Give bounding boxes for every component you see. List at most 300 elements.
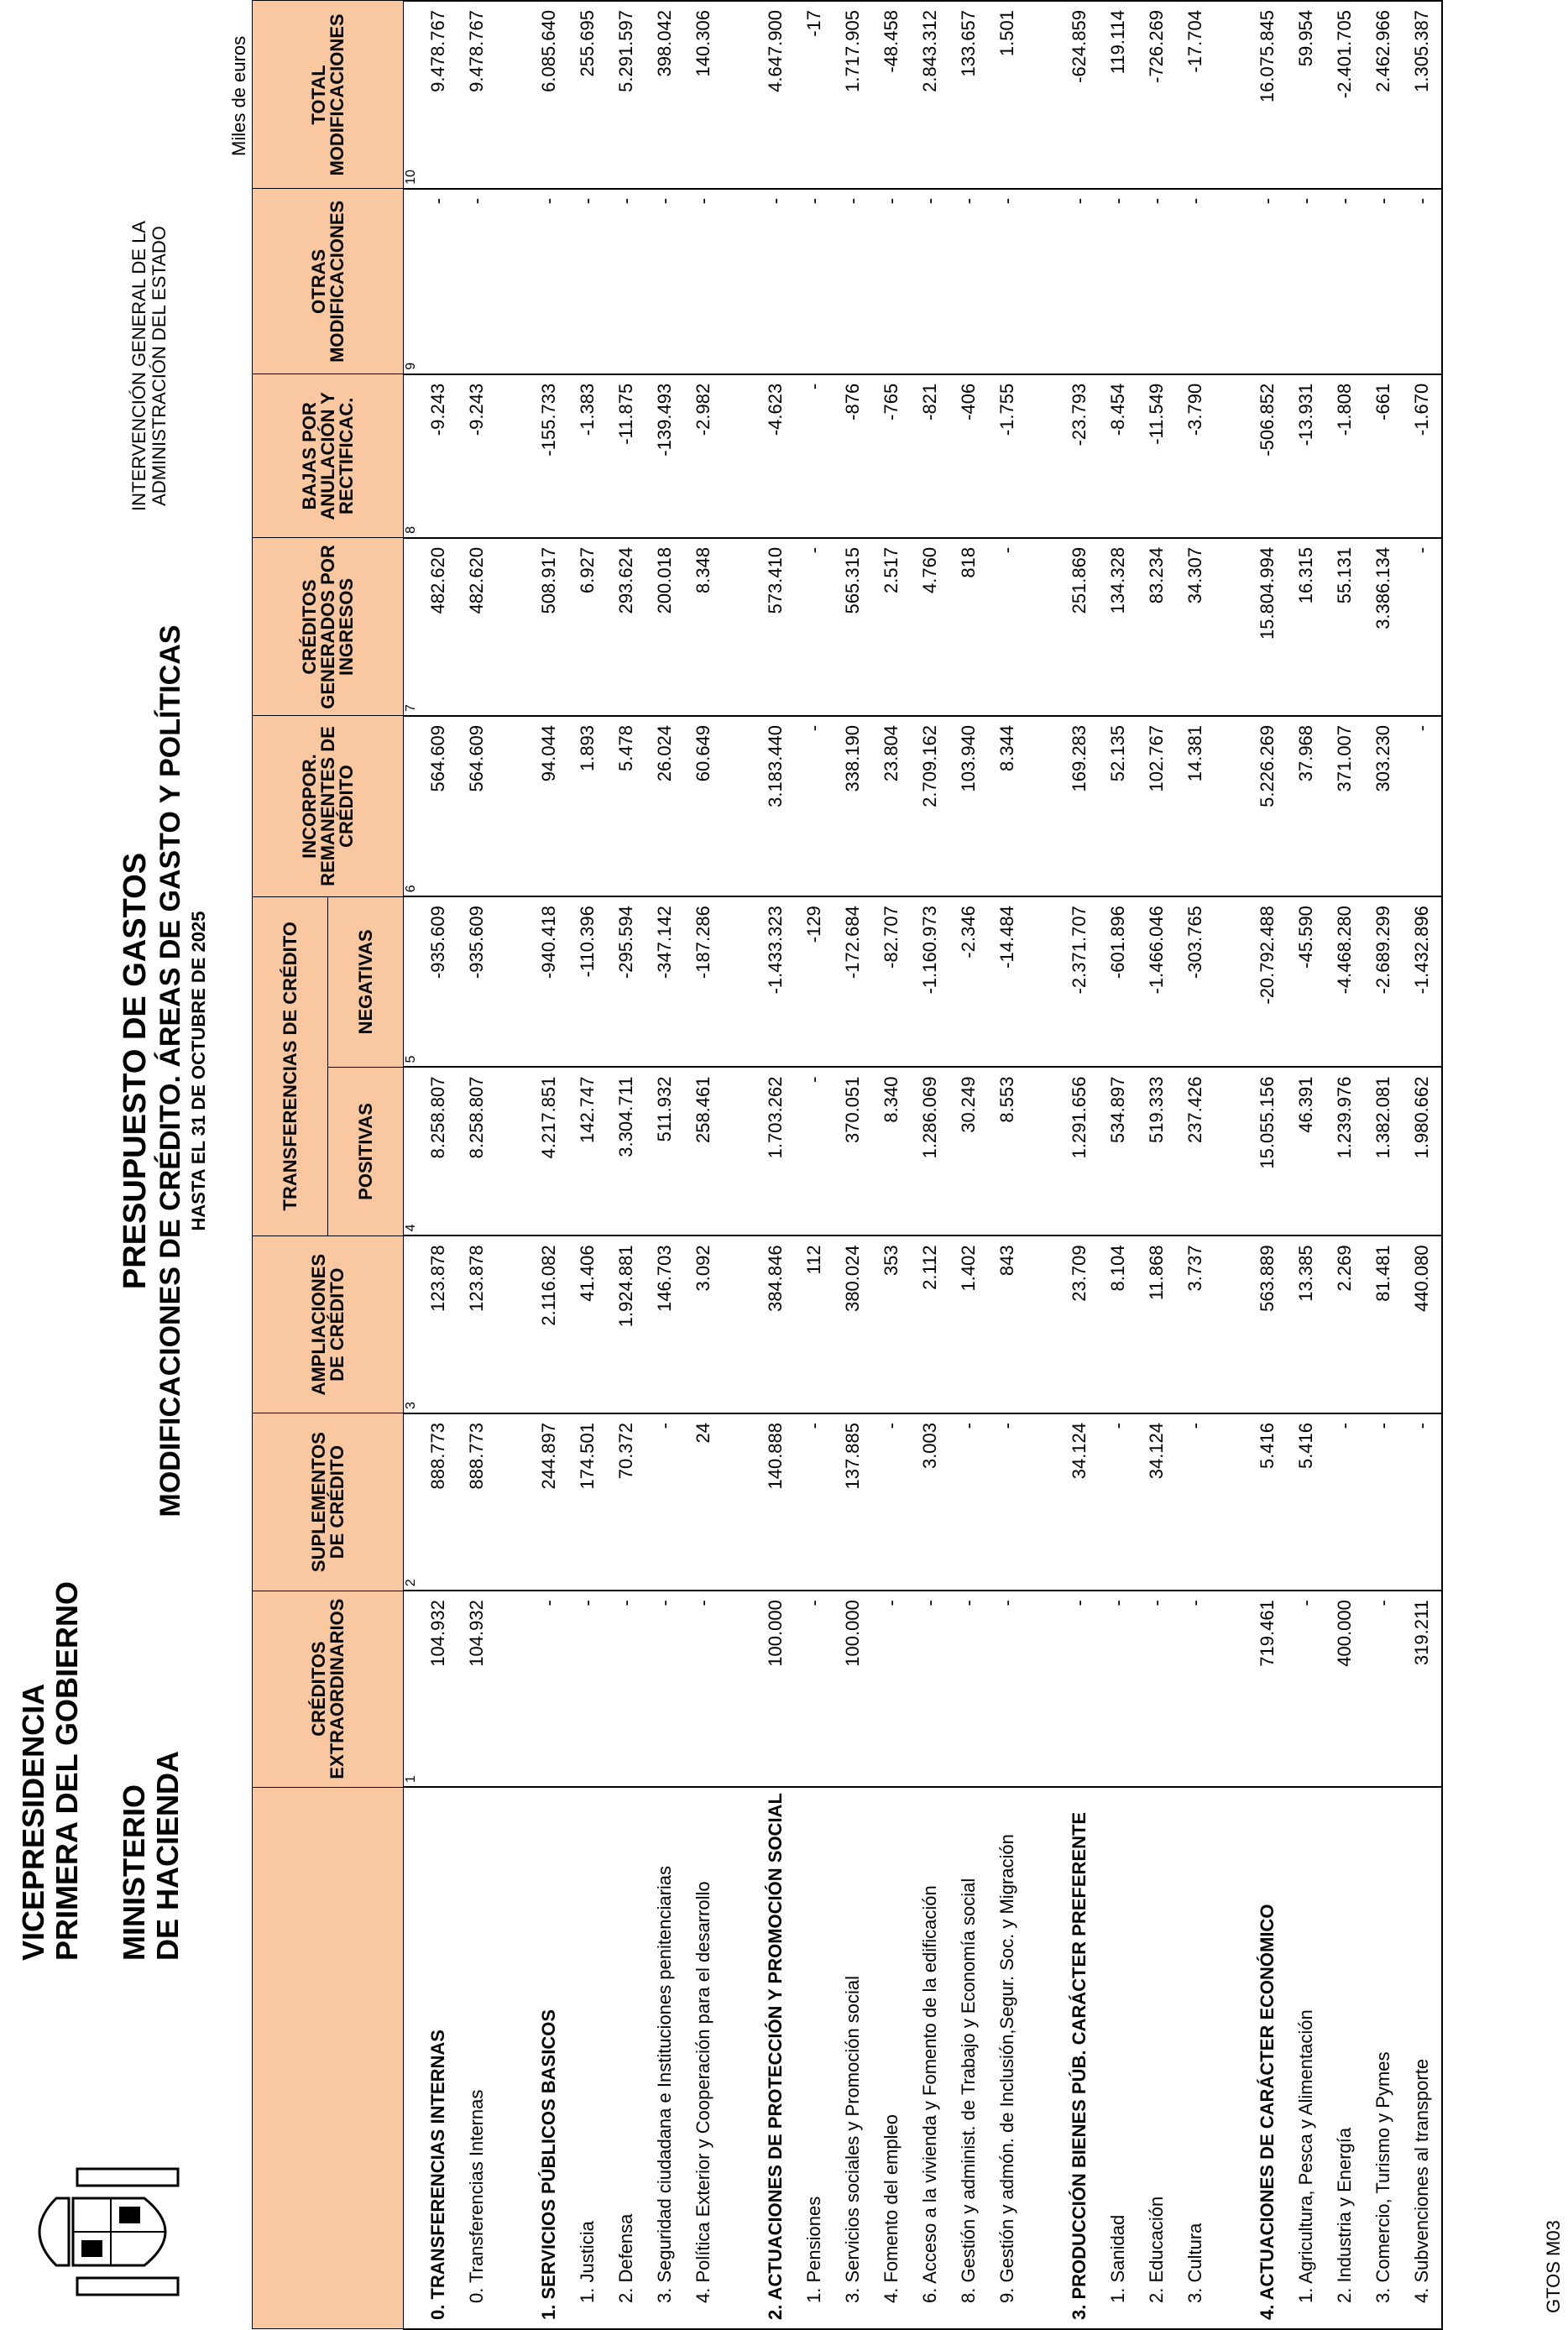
value-cell: 519.333 — [1137, 1068, 1176, 1236]
table-body — [404, 1, 1443, 2329]
value-cell: - — [988, 1591, 1027, 1787]
table-row — [834, 1, 872, 2329]
table-row — [607, 1, 645, 2329]
header-c6: INCORPOR. REMANENTES DE CRÉDITO — [253, 716, 404, 896]
value-cell: 4.217.851 — [530, 1068, 568, 1236]
value-cell: - — [1248, 189, 1287, 374]
value-cell: -2.371.707 — [1060, 896, 1099, 1067]
value-cell: -110.396 — [568, 896, 607, 1067]
value-cell: 380.024 — [834, 1236, 872, 1413]
row-label: 3. Cultura — [1176, 1787, 1215, 2329]
value-cell: -8.454 — [1099, 374, 1137, 538]
column-number: 3 — [404, 1236, 420, 1413]
value-cell: 23.804 — [872, 716, 911, 896]
value-cell: 112 — [795, 1236, 834, 1413]
value-cell: 5.291.597 — [607, 1, 645, 189]
value-cell: - — [1287, 1591, 1325, 1787]
value-cell: -726.269 — [1137, 1, 1176, 189]
value-cell: -129 — [795, 896, 834, 1067]
column-number: 7 — [404, 538, 420, 716]
value-cell: - — [645, 1591, 684, 1787]
value-cell: 100.000 — [834, 1591, 872, 1787]
value-cell: 564.609 — [419, 716, 457, 896]
value-cell: 5.416 — [1248, 1413, 1287, 1591]
value-cell: 719.461 — [1248, 1591, 1287, 1787]
value-cell: -23.793 — [1060, 374, 1099, 538]
spacer-cell — [496, 1413, 530, 1591]
value-cell: - — [645, 1413, 684, 1591]
spacer-cell — [1215, 1591, 1248, 1787]
value-cell: -1.808 — [1325, 374, 1364, 538]
value-cell: -295.594 — [607, 896, 645, 1067]
value-cell: -624.859 — [1060, 1, 1099, 189]
spacer-cell — [723, 1413, 756, 1591]
value-cell: - — [1176, 1413, 1215, 1591]
value-cell: 15.804.994 — [1248, 538, 1287, 716]
value-cell: 3.304.711 — [607, 1068, 645, 1236]
value-cell: 338.190 — [834, 716, 872, 896]
value-cell: - — [1403, 1413, 1442, 1591]
value-cell: - — [1325, 1413, 1364, 1591]
spacer-cell — [1215, 538, 1248, 716]
value-cell: 258.461 — [684, 1068, 723, 1236]
value-cell: 3.003 — [911, 1413, 949, 1591]
value-cell: 41.406 — [568, 1236, 607, 1413]
value-cell: -2.401.705 — [1325, 1, 1364, 189]
value-cell: 3.737 — [1176, 1236, 1215, 1413]
value-cell: 400.000 — [1325, 1591, 1364, 1787]
value-cell: -9.243 — [419, 374, 457, 538]
footer-code: GTOS M03 — [1543, 2220, 1564, 2313]
value-cell: -1.670 — [1403, 374, 1442, 538]
spacer-cell — [1027, 716, 1060, 896]
value-cell: - — [645, 189, 684, 374]
value-cell: - — [988, 189, 1027, 374]
value-cell: - — [607, 189, 645, 374]
spacer-cell — [496, 1, 530, 189]
table-row — [1325, 1, 1364, 2329]
value-cell: 8.104 — [1099, 1236, 1137, 1413]
value-cell: - — [1060, 1591, 1099, 1787]
table-row — [1364, 1, 1403, 2329]
value-cell: -4.623 — [756, 374, 795, 538]
value-cell: 1.382.081 — [1364, 1068, 1403, 1236]
value-cell: -11.875 — [607, 374, 645, 538]
value-cell: 482.620 — [419, 538, 457, 716]
value-cell: 384.846 — [756, 1236, 795, 1413]
spacer-cell — [723, 1068, 756, 1236]
value-cell: -1.433.323 — [756, 896, 795, 1067]
row-label: 2. Educación — [1137, 1787, 1176, 2329]
value-cell: - — [457, 189, 496, 374]
column-number-blank — [404, 1787, 420, 2329]
value-cell: -2.982 — [684, 374, 723, 538]
table-row — [1137, 1, 1176, 2329]
value-cell: - — [949, 1591, 988, 1787]
spacer-cell — [723, 1787, 756, 2329]
header-c2: SUPLEMENTOS DE CRÉDITO — [253, 1413, 404, 1591]
value-cell: - — [1060, 189, 1099, 374]
value-cell: 2.843.312 — [911, 1, 949, 189]
row-label: 2. ACTUACIONES DE PROTECCIÓN Y PROMOCIÓN SOCIAL — [756, 1787, 795, 2329]
value-cell: 123.878 — [457, 1236, 496, 1413]
table-group-row — [1060, 1, 1099, 2329]
spacer-cell — [1027, 1236, 1060, 1413]
value-cell: 319.211 — [1403, 1591, 1442, 1787]
value-cell: - — [1176, 1591, 1215, 1787]
header-c1: CRÉDITOS EXTRAORDINARIOS — [253, 1591, 404, 1787]
value-cell: 573.410 — [756, 538, 795, 716]
value-cell: 8.340 — [872, 1068, 911, 1236]
value-cell: - — [756, 189, 795, 374]
value-cell: -661 — [1364, 374, 1403, 538]
spacer-cell — [1215, 716, 1248, 896]
spacer-cell — [1027, 1591, 1060, 1787]
page-header — [0, 0, 252, 2330]
value-cell: 2.517 — [872, 538, 911, 716]
value-cell: 398.042 — [645, 1, 684, 189]
value-cell: -935.609 — [457, 896, 496, 1067]
table-group-row — [419, 1, 457, 2329]
spacer-cell — [1215, 1, 1248, 189]
value-cell: 14.381 — [1176, 716, 1215, 896]
value-cell: 55.131 — [1325, 538, 1364, 716]
value-cell: 5.226.269 — [1248, 716, 1287, 896]
value-cell: 16.075.845 — [1248, 1, 1287, 189]
row-label: 3. Comercio, Turismo y Pymes — [1364, 1787, 1403, 2329]
value-cell: -506.852 — [1248, 374, 1287, 538]
value-cell: - — [795, 189, 834, 374]
value-cell: -765 — [872, 374, 911, 538]
value-cell: - — [530, 189, 568, 374]
table-group-row — [530, 1, 568, 2329]
spacer-cell — [1215, 1787, 1248, 2329]
value-cell: -406 — [949, 374, 988, 538]
value-cell: 59.954 — [1287, 1, 1325, 189]
value-cell: 508.917 — [530, 538, 568, 716]
value-cell: - — [872, 1591, 911, 1787]
value-cell: 4.760 — [911, 538, 949, 716]
table-row — [1403, 1, 1442, 2329]
value-cell: 9.478.767 — [419, 1, 457, 189]
value-cell: -20.792.488 — [1248, 896, 1287, 1067]
row-label: 9. Gestión y admón. de Inclusión,Segur. Soc. y Migración — [988, 1787, 1027, 2329]
value-cell: 303.230 — [1364, 716, 1403, 896]
header-transfers: TRANSFERENCIAS DE CRÉDITO — [253, 896, 328, 1236]
spacer-cell — [1027, 374, 1060, 538]
column-number: 6 — [404, 716, 420, 896]
value-cell: 140.888 — [756, 1413, 795, 1591]
value-cell: 60.649 — [684, 716, 723, 896]
spacer-cell — [1215, 896, 1248, 1067]
value-cell: 1.924.881 — [607, 1236, 645, 1413]
value-cell: 563.889 — [1248, 1236, 1287, 1413]
table-row — [1176, 1, 1215, 2329]
spacer-cell — [1215, 1236, 1248, 1413]
spacer-cell — [1027, 538, 1060, 716]
igae-label: INTERVENCIÓN GENERAL DE LA ADMINISTRACIÓN DEL ESTADO — [128, 221, 170, 511]
table-row — [911, 1, 949, 2329]
row-label: 3. Seguridad ciudadana e Instituciones penitenciarias — [645, 1787, 684, 2329]
value-cell: -82.707 — [872, 896, 911, 1067]
value-cell: 134.328 — [1099, 538, 1137, 716]
value-cell: 140.306 — [684, 1, 723, 189]
table-row — [684, 1, 723, 2329]
header-c5: NEGATIVAS — [328, 896, 404, 1067]
value-cell: 8.258.807 — [419, 1068, 457, 1236]
value-cell: - — [1403, 538, 1442, 716]
value-cell: 818 — [949, 538, 988, 716]
row-label: 6. Acceso a la vivienda y Fomento de la edificación — [911, 1787, 949, 2329]
value-cell: 34.307 — [1176, 538, 1215, 716]
row-label: 4. ACTUACIONES DE CARÁCTER ECONÓMICO — [1248, 1787, 1287, 2329]
value-cell: 1.501 — [988, 1, 1027, 189]
table-row — [1287, 1, 1325, 2329]
value-cell: - — [795, 1068, 834, 1236]
value-cell: - — [607, 1591, 645, 1787]
value-cell: 83.234 — [1137, 538, 1176, 716]
row-label: 3. PRODUCCIÓN BIENES PÚB. CARÁCTER PREFERENTE — [1060, 1787, 1099, 2329]
spacer-cell — [1027, 896, 1060, 1067]
value-cell: 52.135 — [1099, 716, 1137, 896]
value-cell: - — [1099, 189, 1137, 374]
value-cell: 1.239.976 — [1325, 1068, 1364, 1236]
value-cell: 8.258.807 — [457, 1068, 496, 1236]
row-label: 4. Política Exterior y Cooperación para el desarrollo — [684, 1787, 723, 2329]
value-cell: - — [949, 189, 988, 374]
value-cell: 4.647.900 — [756, 1, 795, 189]
value-cell: - — [1364, 1591, 1403, 1787]
value-cell: - — [1287, 189, 1325, 374]
row-label: 3. Servicios sociales y Promoción social — [834, 1787, 872, 2329]
value-cell: 2.116.082 — [530, 1236, 568, 1413]
value-cell: - — [872, 189, 911, 374]
value-cell: - — [872, 1413, 911, 1591]
value-cell: - — [795, 374, 834, 538]
row-label: 1. SERVICIOS PÚBLICOS BASICOS — [530, 1787, 568, 2329]
value-cell: - — [795, 538, 834, 716]
value-cell: 200.018 — [645, 538, 684, 716]
value-cell: -11.549 — [1137, 374, 1176, 538]
value-cell: -876 — [834, 374, 872, 538]
spacer-cell — [496, 896, 530, 1067]
spacer-cell — [723, 896, 756, 1067]
row-label: 1. Pensiones — [795, 1787, 834, 2329]
header-blank — [253, 1787, 404, 2329]
value-cell: 1.703.262 — [756, 1068, 795, 1236]
row-label: 0. TRANSFERENCIAS INTERNAS — [419, 1787, 457, 2329]
value-cell: 70.372 — [607, 1413, 645, 1591]
spacer-cell — [1027, 1068, 1060, 1236]
spacer-cell — [723, 716, 756, 896]
spacer-cell — [1027, 1413, 1060, 1591]
value-cell: 34.124 — [1137, 1413, 1176, 1591]
table-row — [795, 1, 834, 2329]
table-row — [949, 1, 988, 2329]
value-cell: -9.243 — [457, 374, 496, 538]
spacer-cell — [723, 374, 756, 538]
value-cell: - — [568, 1591, 607, 1787]
value-cell: 8.344 — [988, 716, 1027, 896]
spacer-cell — [496, 1236, 530, 1413]
value-cell: 888.773 — [419, 1413, 457, 1591]
value-cell: -13.931 — [1287, 374, 1325, 538]
value-cell: 15.055.156 — [1248, 1068, 1287, 1236]
value-cell: 30.249 — [949, 1068, 988, 1236]
column-number: 1 — [404, 1591, 420, 1787]
table-row — [645, 1, 684, 2329]
value-cell: 2.709.162 — [911, 716, 949, 896]
value-cell: -4.468.280 — [1325, 896, 1364, 1067]
value-cell: 353 — [872, 1236, 911, 1413]
value-cell: 137.885 — [834, 1413, 872, 1591]
spacer-cell — [496, 374, 530, 538]
value-cell: -1.432.896 — [1403, 896, 1442, 1067]
value-cell: - — [1099, 1591, 1137, 1787]
column-number: 5 — [404, 896, 420, 1067]
value-cell: 6.085.640 — [530, 1, 568, 189]
value-cell: 174.501 — [568, 1413, 607, 1591]
page-subtitle: MODIFICACIONES DE CRÉDITO. ÁREAS DE GASTO Y POLÍTICAS — [154, 624, 186, 1518]
value-cell: 146.703 — [645, 1236, 684, 1413]
value-cell: -48.458 — [872, 1, 911, 189]
spacer-cell — [496, 1787, 530, 2329]
header-c7: CRÉDITOS GENERADOS POR INGRESOS — [253, 538, 404, 716]
value-cell: - — [1364, 189, 1403, 374]
value-cell: - — [1364, 1413, 1403, 1591]
value-cell: -2.689.299 — [1364, 896, 1403, 1067]
value-cell: -187.286 — [684, 896, 723, 1067]
value-cell: - — [1403, 189, 1442, 374]
value-cell: - — [949, 1413, 988, 1591]
row-label: 2. Industria y Energía — [1325, 1787, 1364, 2329]
value-cell: 103.940 — [949, 716, 988, 896]
spacer-cell — [723, 1236, 756, 1413]
value-cell: 3.183.440 — [756, 716, 795, 896]
value-cell: -155.733 — [530, 374, 568, 538]
value-cell: - — [1137, 189, 1176, 374]
value-cell: 564.609 — [457, 716, 496, 896]
value-cell: 26.024 — [645, 716, 684, 896]
value-cell: 251.869 — [1060, 538, 1099, 716]
value-cell: -3.790 — [1176, 374, 1215, 538]
value-cell: - — [911, 189, 949, 374]
value-cell: 511.932 — [645, 1068, 684, 1236]
value-cell: 482.620 — [457, 538, 496, 716]
value-cell: - — [684, 189, 723, 374]
value-cell: 2.462.966 — [1364, 1, 1403, 189]
units-label: Miles de euros — [228, 35, 249, 156]
table-row — [1099, 1, 1137, 2329]
value-cell: 1.980.662 — [1403, 1068, 1442, 1236]
row-label: 0. Transferencias Internas — [457, 1787, 496, 2329]
value-cell: 133.657 — [949, 1, 988, 189]
value-cell: 440.080 — [1403, 1236, 1442, 1413]
value-cell: 94.044 — [530, 716, 568, 896]
page-title: PRESUPUESTO DE GASTOS — [118, 852, 153, 1290]
value-cell: - — [419, 189, 457, 374]
spacer-cell — [496, 1068, 530, 1236]
row-label: 2. Defensa — [607, 1787, 645, 2329]
value-cell: - — [684, 1591, 723, 1787]
value-cell: -14.484 — [988, 896, 1027, 1067]
row-label: 1. Agricultura, Pesca y Alimentación — [1287, 1787, 1325, 2329]
spacer-cell — [723, 1591, 756, 1787]
row-label: 1. Sanidad — [1099, 1787, 1137, 2329]
value-cell: - — [1176, 189, 1215, 374]
spacer-row — [496, 1, 530, 2329]
header-c3: AMPLIACIONES DE CRÉDITO — [253, 1236, 404, 1413]
column-number: 4 — [404, 1068, 420, 1236]
value-cell: -1.466.046 — [1137, 896, 1176, 1067]
column-number: 2 — [404, 1413, 420, 1591]
header-c10: TOTAL MODIFICACIONES — [253, 1, 404, 189]
spacer-cell — [1215, 374, 1248, 538]
spacer-cell — [496, 538, 530, 716]
value-cell: 1.286.069 — [911, 1068, 949, 1236]
spacer-row — [1027, 1, 1060, 2329]
value-cell: 16.315 — [1287, 538, 1325, 716]
value-cell: 293.624 — [607, 538, 645, 716]
value-cell: -303.765 — [1176, 896, 1215, 1067]
value-cell: - — [1137, 1591, 1176, 1787]
value-cell: 23.709 — [1060, 1236, 1099, 1413]
value-cell: 9.478.767 — [457, 1, 496, 189]
spacer-cell — [723, 1, 756, 189]
value-cell: 104.932 — [457, 1591, 496, 1787]
value-cell: 244.897 — [530, 1413, 568, 1591]
value-cell: 1.291.656 — [1060, 1068, 1099, 1236]
value-cell: - — [911, 1591, 949, 1787]
value-cell: 37.968 — [1287, 716, 1325, 896]
value-cell: -821 — [911, 374, 949, 538]
value-cell: - — [834, 189, 872, 374]
value-cell: 46.391 — [1287, 1068, 1325, 1236]
value-cell: 102.767 — [1137, 716, 1176, 896]
header-c9: OTRAS MODIFICACIONES — [253, 189, 404, 374]
column-number-row — [404, 1, 420, 2329]
value-cell: - — [1325, 189, 1364, 374]
header-c4: POSITIVAS — [328, 1068, 404, 1236]
spacer-cell — [1215, 189, 1248, 374]
value-cell: 11.868 — [1137, 1236, 1176, 1413]
value-cell: -1.755 — [988, 374, 1027, 538]
value-cell: 100.000 — [756, 1591, 795, 1787]
value-cell: 534.897 — [1099, 1068, 1137, 1236]
column-number: 8 — [404, 374, 420, 538]
value-cell: 3.092 — [684, 1236, 723, 1413]
page-period: HASTA EL 31 DE OCTUBRE DE 2025 — [188, 911, 209, 1231]
value-cell: - — [795, 716, 834, 896]
spacer-cell — [496, 1591, 530, 1787]
spacer-row — [723, 1, 756, 2329]
value-cell: 81.481 — [1364, 1236, 1403, 1413]
table-row — [872, 1, 911, 2329]
value-cell: 1.305.387 — [1403, 1, 1442, 189]
value-cell: 8.348 — [684, 538, 723, 716]
value-cell: 237.426 — [1176, 1068, 1215, 1236]
value-cell: 888.773 — [457, 1413, 496, 1591]
value-cell: 142.747 — [568, 1068, 607, 1236]
row-label: 1. Justicia — [568, 1787, 607, 2329]
row-label: 8. Gestión y administ. de Trabajo y Economía social — [949, 1787, 988, 2329]
value-cell: 1.402 — [949, 1236, 988, 1413]
spacer-cell — [1027, 189, 1060, 374]
value-cell: 5.478 — [607, 716, 645, 896]
table-row — [457, 1, 496, 2329]
value-cell: - — [988, 538, 1027, 716]
value-cell: - — [1099, 1413, 1137, 1591]
